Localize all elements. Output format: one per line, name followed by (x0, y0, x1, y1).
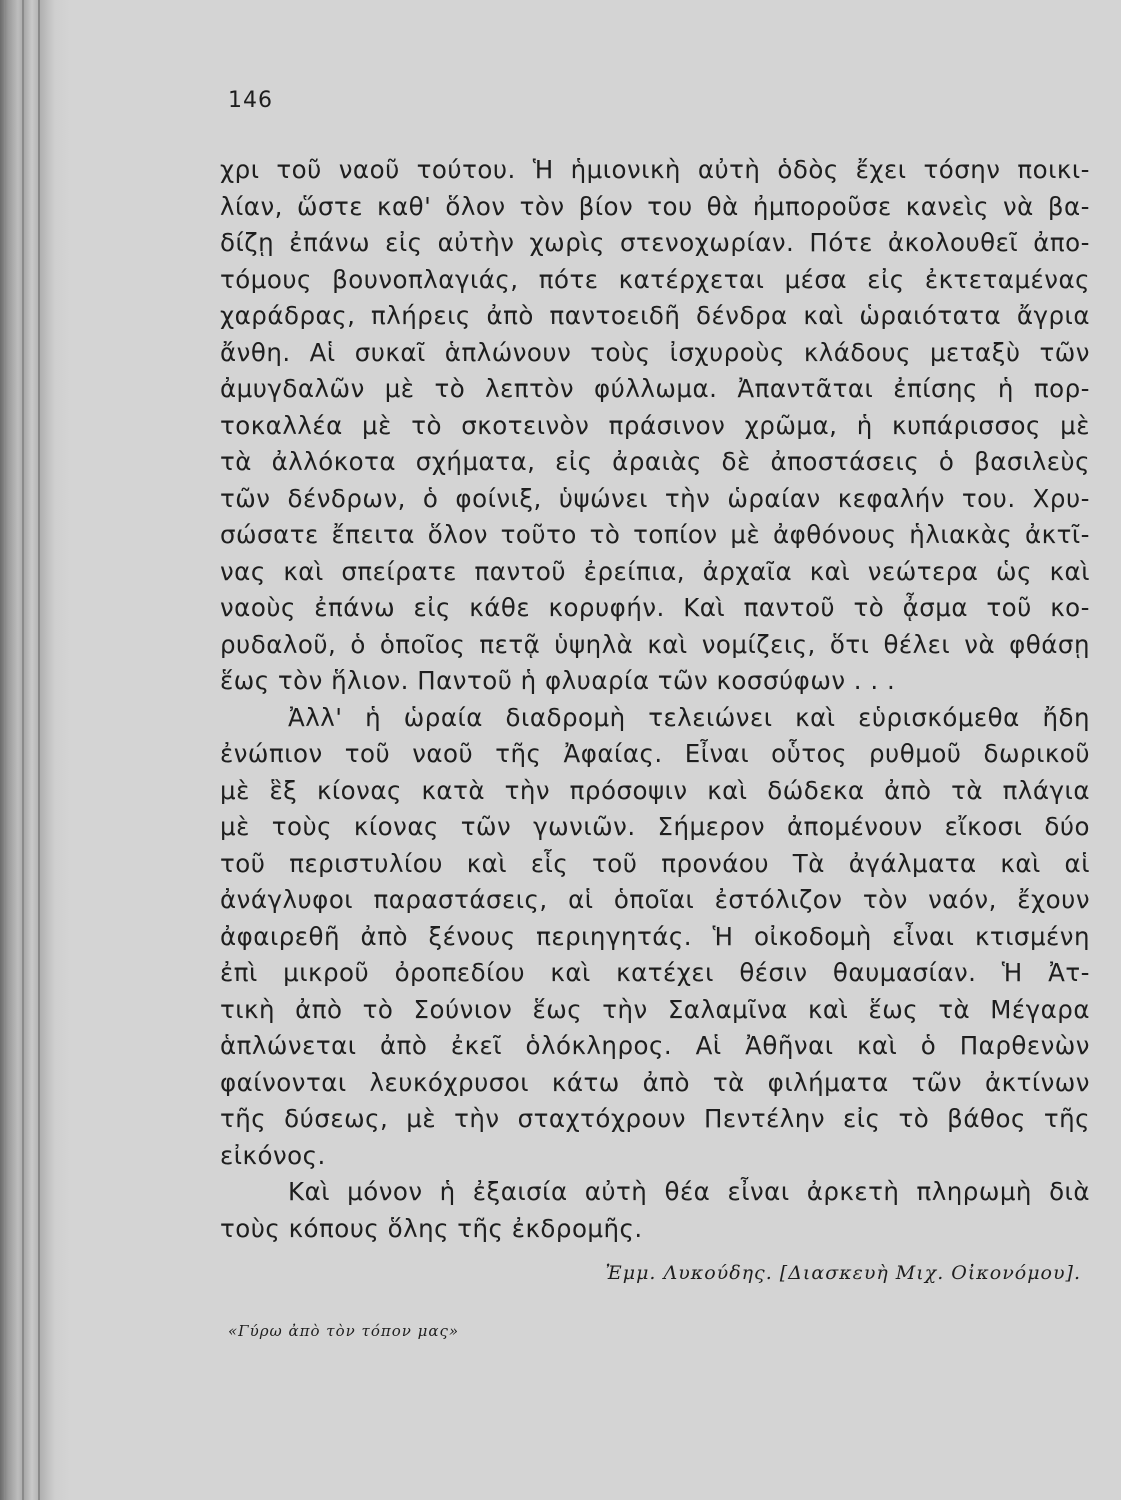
text-line: λίαν, ὥστε καθ' ὅλον τὸν βίον του θὰ ἠμποροῦσε κανεὶς νὰ βα- (220, 191, 1090, 221)
paragraph-3 (220, 1174, 1090, 1247)
text-line: ἁπλώνεται ἀπὸ ἐκεῖ ὁλόκληρος. Αἱ Ἀθῆναι καὶ ὁ Παρθενὼν (220, 1031, 1090, 1060)
text-line: τοὺς κόπους ὅλης τῆς ἐκδρομῆς. (220, 1213, 643, 1243)
text-line: τῆς δύσεως, μὲ τὴν σταχτόχρουν Πεντέλην εἰς τὸ βάθος τῆς (220, 1104, 1090, 1133)
text-line: τῶν δένδρων, ὁ φοίνιξ, ὑψώνει τὴν ὡραίαν κεφαλήν του. Χρυ- (220, 483, 1090, 513)
paragraph-2 (220, 700, 1090, 1175)
binding-line (22, 0, 24, 1500)
text-line: τικὴ ἀπὸ τὸ Σούνιον ἕως τὴν Σαλαμῖνα καὶ ἕως τὰ Μέγαρα (220, 994, 1090, 1024)
text-line: μὲ τοὺς κίονας τῶν γωνιῶν. Σήμερον ἀπομένουν εἴκοσι δύο (220, 812, 1090, 841)
source-citation: «Γύρω ἀπὸ τὸν τόπον μας» (228, 1322, 460, 1340)
text-line: ἀνάγλυφοι παραστάσεις, αἱ ὁποῖαι ἐστόλιζον τὸν ναόν, ἔχουν (220, 885, 1090, 914)
text-line: τοῦ περιστυλίου καὶ εἷς τοῦ προνάου Τὰ ἀγάλματα καὶ αἱ (220, 848, 1090, 878)
text-line: ἐπὶ μικροῦ ὀροπεδίου καὶ κατέχει θέσιν θαυμασίαν. Ἡ Ἀτ- (220, 958, 1090, 987)
text-line: τοκαλλέα μὲ τὸ σκοτεινὸν πράσινον χρῶμα, ἡ κυπάρισσος μὲ (220, 410, 1090, 440)
text-line: ἀφαιρεθῆ ἀπὸ ξένους περιηγητάς. Ἡ οἰκοδομὴ εἶναι κτισμένη (220, 921, 1090, 951)
binding-line (38, 0, 40, 1500)
text-line: ἐνώπιον τοῦ ναοῦ τῆς Ἀφαίας. Εἶναι οὗτος ρυθμοῦ δωρικοῦ (220, 739, 1090, 768)
page-number: 146 (228, 88, 273, 113)
paragraph-1 (220, 152, 1090, 700)
text-line: χαράδρας, πλήρεις ἀπὸ παντοειδῆ δένδρα καὶ ὡραιότατα ἄγρια (220, 301, 1090, 330)
text-line: δίζῃ ἐπάνω εἰς αὐτὴν χωρὶς στενοχωρίαν. Πότε ἀκολουθεῖ ἀπο- (220, 228, 1090, 257)
text-line: χρι τοῦ ναοῦ τούτου. Ἡ ἡμιονικὴ αὐτὴ ὁδὸς ἔχει τόσην ποικι- (220, 155, 1090, 184)
binding-line (4, 0, 6, 1500)
text-line: σώσατε ἔπειτα ὅλον τοῦτο τὸ τοπίον μὲ ἀφθόνους ἡλιακὰς ἀκτῖ- (220, 520, 1090, 549)
text-line: Ἀλλ' ἡ ὡραία διαδρομὴ τελειώνει καὶ εὑρισκόμεθα ἤδη (288, 702, 1090, 732)
text-line: φαίνονται λευκόχρυσοι κάτω ἀπὸ τὰ φιλήματα τῶν ἀκτίνων (220, 1067, 1090, 1097)
text-line: ναοὺς ἐπάνω εἰς κάθε κορυφήν. Καὶ παντοῦ τὸ ᾆσμα τοῦ κο- (220, 593, 1090, 622)
text-line: ἄνθη. Αἱ συκαῖ ἁπλώνουν τοὺς ἰσχυροὺς κλάδους μεταξὺ τῶν (220, 337, 1090, 367)
text-line: μὲ ἓξ κίονας κατὰ τὴν πρόσοψιν καὶ δώδεκα ἀπὸ τὰ πλάγια (220, 775, 1090, 805)
text-line: εἰκόνος. (220, 1140, 326, 1170)
text-line: νας καὶ σπείρατε παντοῦ ἐρείπια, ἀρχαῖα καὶ νεώτερα ὡς καὶ (220, 556, 1090, 586)
text-line: ρυδαλοῦ, ὁ ὁποῖος πετᾷ ὑψηλὰ καὶ νομίζεις, ὅτι θέλει νὰ φθάσῃ (220, 629, 1090, 659)
text-line: Καὶ μόνον ἡ ἐξαισία αὐτὴ θέα εἶναι ἀρκετὴ πληρωμὴ διὰ (288, 1177, 1090, 1206)
text-line: ἕως τὸν ἥλιον. Παντοῦ ἡ φλυαρία τῶν κοσσύφων . . . (220, 666, 896, 695)
body-text (220, 152, 1090, 1247)
text-line: ἀμυγδαλῶν μὲ τὸ λεπτὸν φύλλωμα. Ἀπαντᾶται ἐπίσης ἡ πορ- (220, 374, 1090, 403)
text-line: τὰ ἀλλόκοτα σχήματα, εἰς ἀραιὰς δὲ ἀποστάσεις ὁ βασιλεὺς (220, 447, 1090, 476)
text-line: τόμους βουνοπλαγιάς, πότε κατέρχεται μέσα εἰς ἐκτεταμένας (220, 264, 1090, 294)
book-binding-edge (0, 0, 70, 1500)
author-attribution: Ἐμμ. Λυκούδης. [Διασκευὴ Μιχ. Οἰκονόμου]. (605, 1262, 1081, 1284)
